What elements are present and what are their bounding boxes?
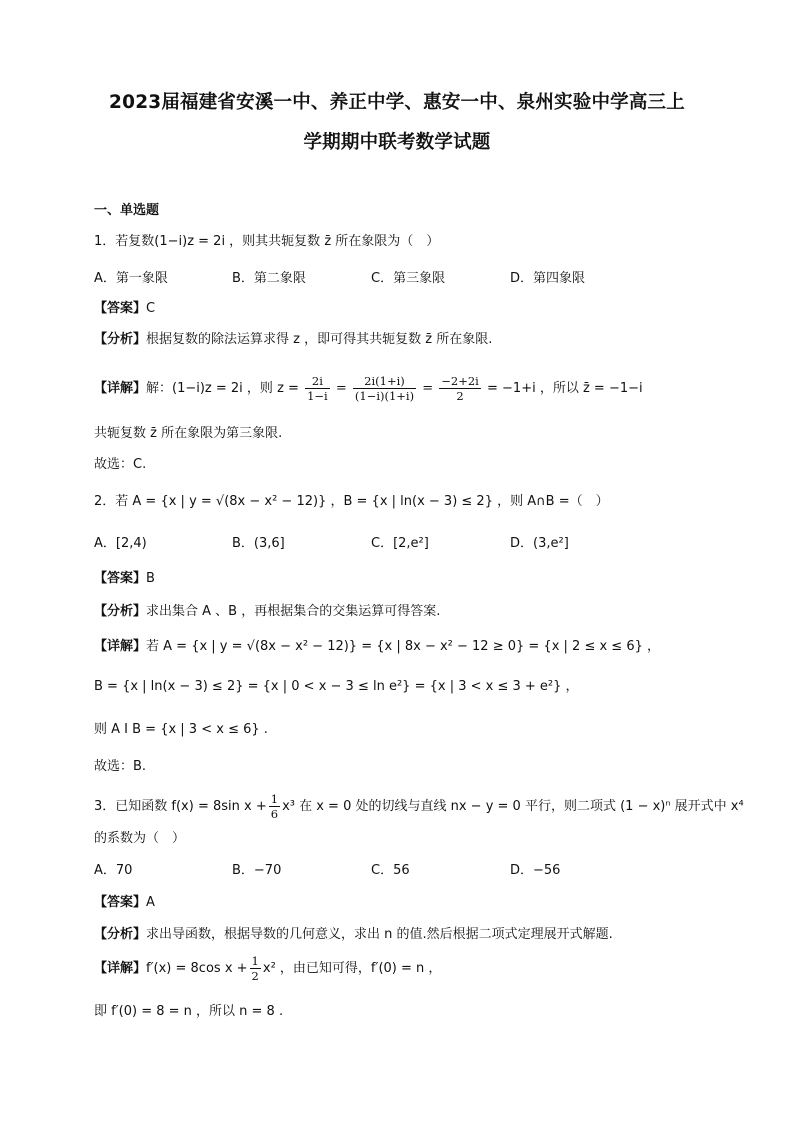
q3-stem-pre: 3．已知函数 f(x) = 8sin x +: [94, 799, 267, 814]
q3-detail-post: x² ，由已知可得，f′(0) = n ，: [262, 961, 442, 976]
q3-detail-frac-num: 1: [251, 954, 259, 968]
q1-frac1-num: 2i: [305, 374, 330, 389]
q1-detail-post: = −1+i ，所以 z̄ = −1−i: [487, 381, 643, 396]
q2-detail-2: B = {x | ln(x − 3) ≤ 2} = {x | 0 < x − 3 ≤ ln e²} = {x | 3 < x ≤ 3 + e²} ，: [94, 679, 579, 694]
answer-label: 【答案】: [94, 301, 147, 316]
q2-analysis-text: 求出集合 A 、B ，再根据集合的交集运算可得答案.: [146, 604, 441, 619]
q3-detail-2: 即 f′(0) = 8 = n ，所以 n = 8 .: [94, 1004, 284, 1019]
analysis-label: 【分析】: [94, 604, 147, 619]
analysis-label: 【分析】: [94, 927, 147, 942]
q3-stem: [94, 790, 744, 824]
q3-answer: [94, 893, 155, 913]
q3-option-b: B．−70: [232, 863, 282, 878]
q3-stem-2: 的系数为（ ）: [94, 831, 186, 846]
q2-detail-1: 若 A = {x | y = √(8x − x² − 12)} = {x | 8x − x² − 12 ≥ 0} = {x | 2 ≤ x ≤ 6} ，: [146, 639, 660, 654]
q1-fraction-3: [439, 374, 481, 403]
title-line-1: 2023届福建省安溪一中、养正中学、惠安一中、泉州实验中学高三上: [109, 92, 685, 113]
detail-label: 【详解】: [94, 961, 147, 976]
q3-stem-frac-num: 1: [270, 792, 279, 806]
q1-option-d: D．第四象限: [510, 271, 586, 286]
q3-detail-fraction: [250, 954, 261, 983]
q3-analysis-text: 求出导函数，根据导数的几何意义，求出 n 的值.然后根据二项式定理展开式解题.: [146, 927, 613, 942]
q2-stem: 2．若 A = {x | y = √(8x − x² − 12)} ，B = {x | ln(x − 3) ≤ 2} ，则 A∩B =（ ）: [94, 494, 609, 509]
q3-detail: [94, 952, 441, 986]
q1-frac3-num: −2+2i: [441, 374, 479, 388]
q2-detail: [94, 637, 660, 657]
q1-analysis: [94, 330, 492, 350]
q3-option-a: A．70: [94, 863, 133, 878]
q1-analysis-text: 根据复数的除法运算求得 z ，即可得其共轭复数 z̄ 所在象限.: [146, 332, 493, 347]
q1-detail-pre: 解：(1−i)z = 2i ，则 z =: [146, 381, 299, 396]
q1-fraction-2: [353, 374, 416, 403]
q3-stem-post: x³ 在 x = 0 处的切线与直线 nx − y = 0 平行，则二项式 (1 − x)ⁿ 展开式中 x⁴: [282, 799, 744, 814]
q3-detail-frac-den: 2: [251, 969, 259, 983]
q2-option-b: B．(3,6]: [232, 536, 285, 551]
q3-analysis: [94, 925, 613, 945]
q1-frac2-num: 2i(1+i): [353, 374, 416, 389]
q1-option-a: A．第一象限: [94, 271, 168, 286]
q3-answer-value: A: [146, 895, 155, 910]
q1-detail-2: 共轭复数 z̄ 所在象限为第三象限.: [94, 426, 283, 441]
q3-stem-fraction: [269, 792, 280, 821]
q2-conclusion: 故选：B.: [94, 759, 147, 774]
q2-analysis: [94, 602, 440, 622]
title-line-2: 学期期中联考数学试题: [303, 132, 491, 153]
q1-detail: 【详解】解：(1−i)z = 2i ，则 z = $\frac{2i}{1-i}$ = $\frac{2i(1+i)}{(1-i)(1+i)}$ = $\frac{-2+2i}{2}$ = −1+i ，所以 z̄ = −1−i: [94, 374, 643, 403]
q3-option-c: C．56: [371, 863, 410, 878]
q1-option-c: C．第三象限: [371, 271, 446, 286]
answer-label: 【答案】: [94, 571, 147, 586]
q2-option-d: D．(3,e²]: [510, 536, 569, 551]
q2-option-a: A．[2,4): [94, 536, 147, 551]
answer-label: 【答案】: [94, 895, 147, 910]
q2-answer-value: B: [146, 571, 155, 586]
q1-frac1-den: 1−i: [307, 389, 328, 403]
q1-stem: 1．若复数(1−i)z = 2i ，则其共轭复数 z̄ 所在象限为（ ）: [94, 234, 440, 249]
q1-conclusion: 故选：C.: [94, 457, 147, 472]
q1-answer: [94, 299, 155, 319]
section-heading: 一、单选题: [94, 203, 160, 218]
q3-stem-frac-den: 6: [270, 807, 279, 821]
q1-frac2-den: (1−i)(1+i): [354, 389, 415, 403]
q1-option-b: B．第二象限: [232, 271, 306, 286]
q2-detail-3: 则 A I B = {x | 3 < x ≤ 6} .: [94, 722, 268, 737]
q1-fraction-1: [305, 374, 330, 403]
q3-option-d: D．−56: [510, 863, 561, 878]
q2-answer: [94, 569, 155, 589]
detail-label: 【详解】: [94, 381, 147, 396]
q2-option-c: C．[2,e²]: [371, 536, 429, 551]
q1-answer-value: C: [146, 301, 156, 316]
q3-detail-pre: f′(x) = 8cos x +: [146, 961, 248, 976]
q1-frac3-den: 2: [456, 389, 464, 403]
detail-label: 【详解】: [94, 639, 147, 654]
analysis-label: 【分析】: [94, 332, 147, 347]
